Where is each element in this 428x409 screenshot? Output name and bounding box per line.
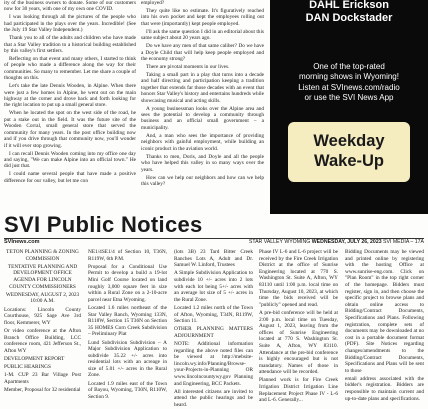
notice-column-1 [4, 249, 81, 400]
site-name[interactable]: SVInews.com [4, 239, 40, 245]
notice-paragraph: Located 1.9 miles east of the Town of Bayou, Wyoming, T30N, R110W, Section 9. [88, 380, 167, 400]
folio-page: SVI MEDIA – 17A [383, 239, 424, 245]
article-paragraph: A young businessman looks over the Alpine area and sees the potential to develop a community through business and an official small government – a municipality. [141, 105, 264, 131]
notice-heading: TETON PLANNING & ZONING COMMISSION [6, 249, 79, 262]
article-paragraph: Let's take the late Dennis Wooden, in Alpine. When there were just a few homes in Alpine, he went out on the main highway at the corner and drove back and forth looking for the right location to put up a small general store. [4, 83, 136, 109]
page-folio [249, 239, 424, 245]
article-paragraph: I can recall Dennis Wooden coming into my office one day and saying, "We can make Alpine into an official town." He did just that. [4, 150, 136, 170]
ad-line: or use the SVI News App [304, 93, 394, 103]
ad-hosts [270, 0, 428, 24]
ad-line: One of the top-rated [313, 62, 385, 71]
notice-paragraph: Or video conference at the Afton Branch Office Building, LCC conference room, 421 Jefferson St., Afton WY [4, 327, 81, 354]
article-paragraph: When he located the spot on the west side of the road, he put a stake out in the field. It was the future site of the Wooden Corral, small general store that served the community for many years. In the post office building now and if you drive through that community now, you'll wonder if it will ever stop growing. [4, 110, 136, 149]
notice-paragraph: A Simple Subdivision Application to subdivide 10 +/- acres into 2 lots with each lot being 5+/- acres with an average lot size of 5 +/- acres in the Rural Zone. [174, 270, 253, 303]
notice-paragraph: Lund Subdivision Subdivision – A Major Subdivision Application to subdivide 35.22 +/- acres into residential lots with an acreage in size of 5.01 +/- acres in the Rural Zone. [88, 339, 167, 379]
notice-paragraph: Phase IV L-6 and L-6 project will be received by the Fire Creek Irrigation District at the office of Sunrise Engineering located at 770 S. Washington St. Suite A, Afton, WY 83110 until 1:00 p.m. local time on Thursday, August 10, 2023, at which time the bids received will be "publicly" opened and read. [259, 249, 338, 308]
folio-paper: STAR VALLEY WYOMING [248, 239, 311, 245]
notice-paragraph: DEVELOPMENT REPORT [4, 355, 65, 362]
notice-paragraph: (lots 3B) 23 Tard Bitter Creek Ranches Lots A, Adult and Dr. Samuel W. Linford, Trustees [174, 249, 253, 269]
host-name: DAN Dockstader [305, 11, 393, 24]
article-paragraph: Do we have any men of that same caliber? Do we have a Doyle Child that will help keep people employed and the economy strong? [141, 43, 264, 63]
notice-paragraph: email address associated with the bidder's registration. Bidders are responsible to maintain current and up-to-date plans and specifications. [345, 375, 424, 402]
notice-paragraph: Bidding Documents may be viewed and printed online by registering with the hosting Office at www.sunrise-eng.com. Click on "Plan Room" in the top right corner of the homepage. Bidders must register, sign in, and then choose the specific project to browse plans and obtain online access to Bidding/Contract Documents, Specifications and Plans. Following registration, complete sets of documents may be downloaded at no cost in a portable document format (PDF). Site Notices regarding changes/amendments to the Bidding/Contract Documents, Specifications and Plans will be sent to those [345, 249, 424, 374]
article-paragraph: And, a man who sees the importance of providing neighbors with gainful employment, while building an iconic product in the aviation world. [141, 132, 264, 152]
article-paragraph: There are pivotal moments in our lives. [146, 64, 230, 71]
article-paragraph: Taking a small part in a play that turns into a decade and half directing and participation keeping a tradition together that extends far those decades with an event that honors Star Valley's history and entertains hundreds while showcasing musical and acting skills. [141, 72, 264, 104]
notice-paragraph: Located 1.6 miles northeast of the Star Valley Ranch, Wyoming 133N, R118W, Section 15 T36N on Section 35 HOMES Corn Creek Subdivision – Preliminary Plat [88, 304, 167, 338]
article-paragraph: Thank you to all of the adults and children who have made that a Star Valley tradition to a historical building established by this valley's first settlers. [4, 35, 136, 55]
host-name: DAHL Erickson [309, 0, 389, 11]
notice-paragraph: Planned work is for Fire Creek Irrigation District Irrigation Line Replacement Project Phase IV - L-6 and L-6. Generally... [259, 377, 338, 404]
ad-line: Listen at SVInews.com/radio [298, 82, 400, 92]
show-title-badge [288, 122, 410, 182]
notice-paragraph: OTHER PLANNING MATTERS ADJOURNMENT [174, 326, 253, 339]
article-paragraph: They quite like no estimate. It's figuratively reached into his own pocket and kept the employees rolling out that were (importantly) kept people employed. [141, 8, 264, 27]
article-paragraph: employed? [141, 0, 165, 6]
article-paragraph: Thanks to men, Doris, and Doyle and all the people who have helped this valley in so many ways over the years. [141, 153, 264, 173]
article-column-1 [4, 0, 136, 212]
ad-line: morning shows in Wyoming! [299, 72, 399, 82]
article-paragraph: I'll ask the same question I did in an editorial about this same subject about 20 years ago. [141, 28, 264, 42]
notice-paragraph: PUBLIC HEARINGS [4, 364, 51, 371]
article-paragraph: How can we help our neighbors and how can we help this valley? [141, 174, 264, 187]
notice-column-4 [259, 249, 338, 404]
article-paragraph: ity of the business owners to donate. Some of our customers now for 30 years, with one of my own one COVID. [4, 0, 136, 13]
notice-paragraph: 1-M. CUP 23 Bar Village Post Apartments [4, 372, 81, 385]
notice-paragraph: A pre-bid conference will be held at 2:00 p.m. local time on Tuesday, August 1, 2023, leaving from the offices of Sunrise Engineering located at 770 S. Washington St. Suite A, Afton, WY 83110. Attendance at the pre-bid conference is highly encouraged but is not mandatory. Names of those in attendance will be recorded. [259, 309, 338, 376]
notice-paragraph: Locations: Lincoln County Courthouse, 925 Sage Ave 3rd floor, Kemmerer, WY [4, 306, 81, 326]
section-header [4, 212, 424, 240]
article-paragraph: Reflecting on that event and many others, I started to think of people who made a difference along the way for their communities. So many to remember. Let me share a couple of thoughts on this. [4, 56, 136, 82]
notice-column-3 [174, 249, 253, 409]
show-title-line: Wake-Up [314, 152, 384, 170]
article-column-2 [141, 0, 264, 212]
notice-paragraph: Proposal for a Conditional Use Permit to develop a build a 19-lot Mini Golf Course located on land roughly 3,000 square feet in size within a Rural Zone on a 2-10-acre parcel near Etna Wyoming. [88, 263, 167, 303]
notice-date: WEDNESDAY, AUGUST 2, 2023 10:00 A.M. [5, 291, 80, 305]
notice-heading: TENTATIVE PLANNING AND DEVELOPMENT OFFICE AGENDA FOR LINCOLN COUNTY COMMISSIONERS [7, 263, 78, 290]
notice-paragraph: NE1/4SE1/4 of Section 10, T36N, R119W, 6th P.M. [88, 249, 167, 262]
ad-body [270, 62, 428, 104]
article-paragraph: I was looking through all the pictures of the people who had participated in the plays over the years. Incredible! (See the July 19 Star Valley Independent.) [4, 14, 136, 34]
notice-paragraph: Located 1.2 miles north of the Town of Afton, Wyoming, T34N, R119W, Section 11. [174, 304, 253, 325]
folio-date: WEDNESDAY, JULY 26, 2023 [311, 239, 382, 245]
show-title-line: Weekday [313, 132, 385, 150]
notice-paragraph: Member, Proposal for 32 residential [4, 387, 81, 394]
notice-paragraph: NOTE: Additional information regarding the above noted files can be viewed at http://mebsite-lincoln.wy.info/Planning/Browse-your-Projects-in-Planning OR www.lincolncountywy.gov Planning and Engineering, BCC Packets. [174, 341, 253, 387]
section-title: SVI Public Notices [4, 212, 203, 237]
radio-show-ad[interactable] [270, 0, 428, 214]
notice-column-5 [345, 249, 424, 400]
article-paragraph: I could name several people that have made a positive difference for our valley, but let me con [4, 171, 136, 184]
notice-paragraph: All interested citizens are invited to attend the public hearings and be heard. [174, 388, 253, 409]
notice-column-2 [88, 249, 167, 400]
